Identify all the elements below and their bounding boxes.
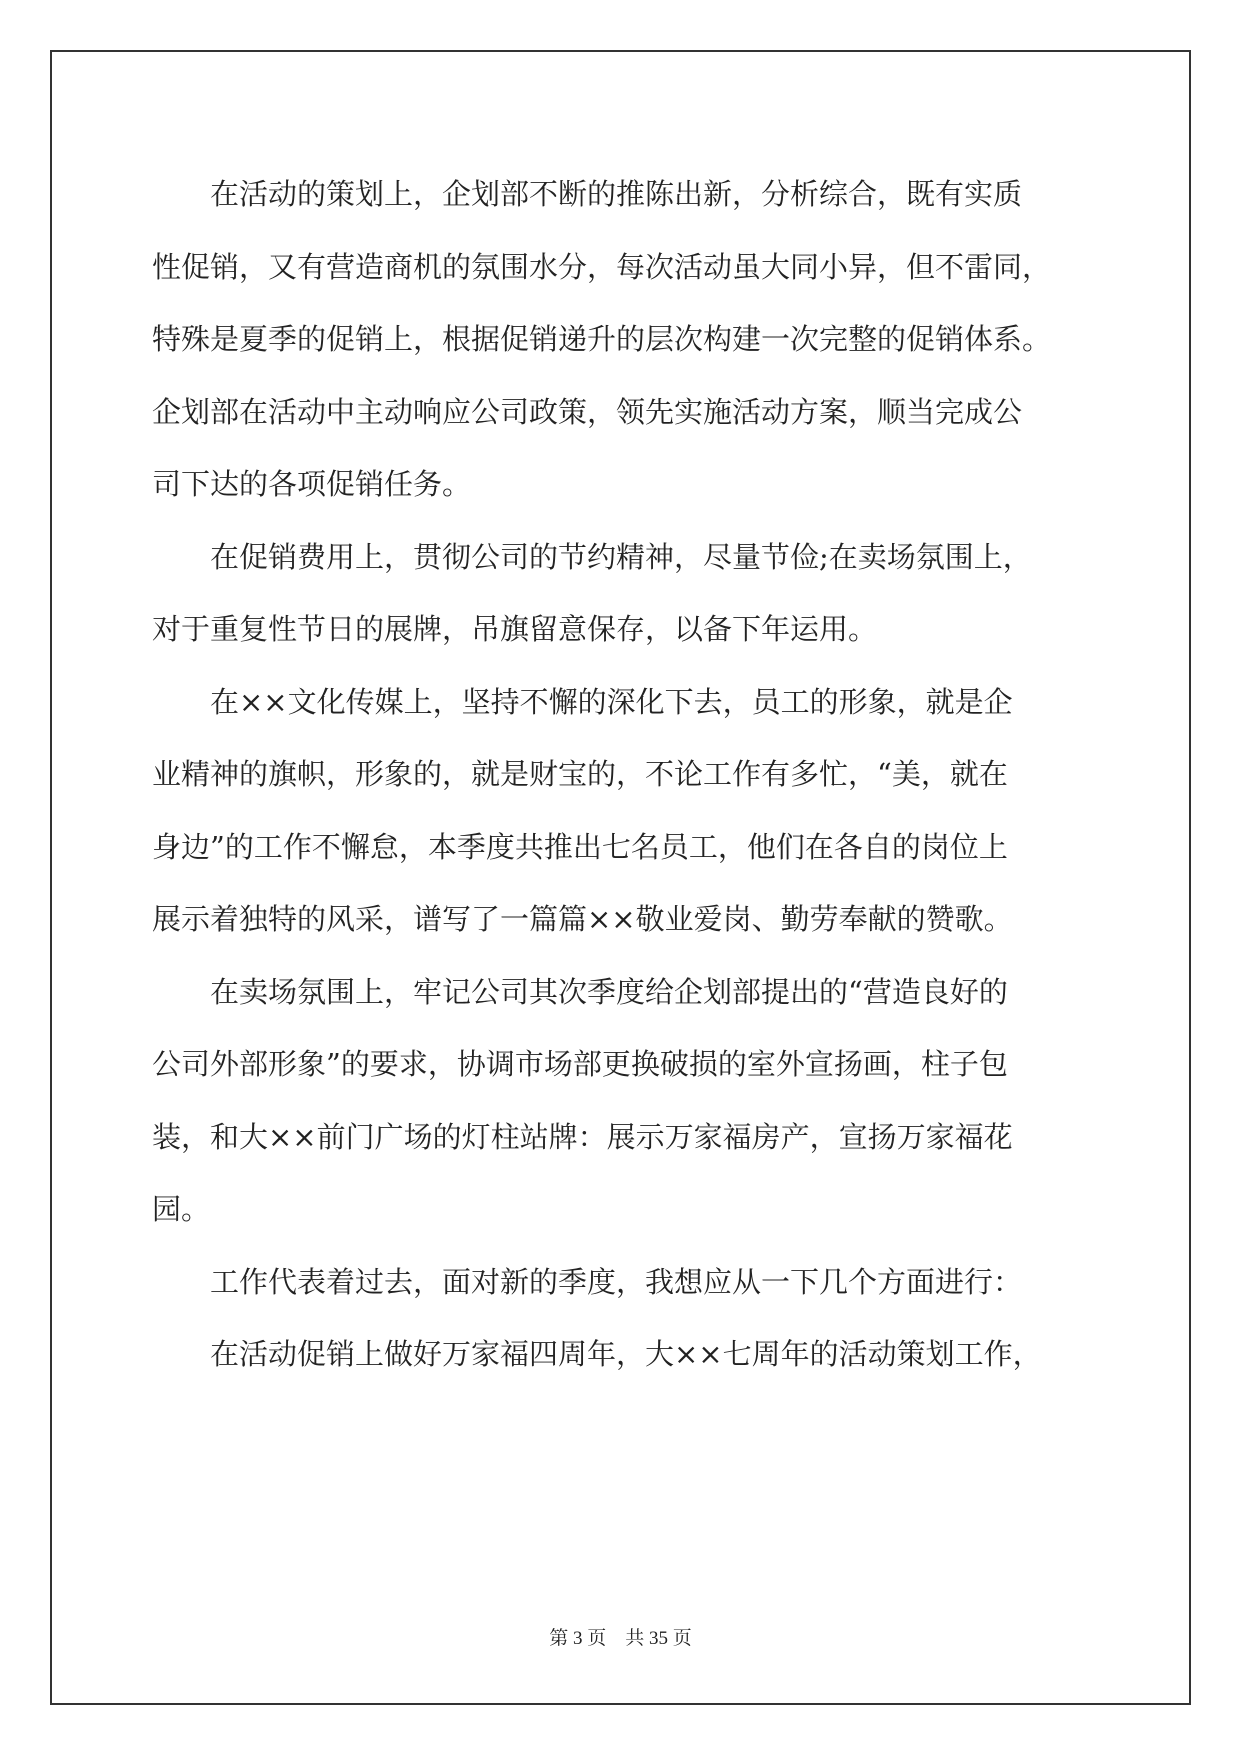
text-line: 特殊是夏季的促销上，根据促销递升的层次构建一次完整的促销体系。 [152, 322, 1052, 356]
text-line: 在活动的策划上，企划部不断的推陈出新，分析综合，既有实质 [152, 177, 1023, 211]
text-line: 企划部在活动中主动响应公司政策，领先实施活动方案，顺当完成公 [152, 394, 1023, 429]
footer-spacer [606, 1628, 625, 1649]
text-line: 身边”的工作不懈怠，本季度共推出七名员工，他们在各自的岗位上 [152, 829, 1008, 864]
page-number: 第 3 页 [549, 1628, 607, 1649]
text-line: 司下达的各项促销任务。 [152, 467, 472, 501]
text-line: 园。 [152, 1192, 211, 1226]
text-line: 业精神的旗帜，形象的，就是财宝的，不论工作有多忙，“美，就在 [152, 757, 1008, 791]
text-line: 工作代表着过去，面对新的季度，我想应从一下几个方面进行： [152, 1264, 1023, 1299]
text-line: 在促销费用上，贯彻公司的节约精神，尽量节俭;在卖场氛围上， [152, 539, 1032, 574]
document-body [152, 158, 1092, 1391]
text-line: 公司外部形象”的要求，协调市场部更换破损的室外宣扬画，柱子包 [152, 1047, 1008, 1081]
text-line: 展示着独特的风采，谱写了一篇篇××敬业爱岗、勤劳奉献的赞歌。 [152, 902, 1013, 936]
text-line: 装，和大××前门广场的灯柱站牌：展示万家福房产，宣扬万家福花 [152, 1119, 1013, 1154]
text-line: 性促销，又有营造商机的氛围水分，每次活动虽大同小异，但不雷同， [152, 249, 1052, 284]
text-line: 对于重复性节日的展牌，吊旗留意保存，以备下年运用。 [152, 612, 878, 646]
text-line: 在卖场氛围上，牢记公司其次季度给企划部提出的“营造良好的 [152, 974, 1008, 1009]
text-line: 在××文化传媒上，坚持不懈的深化下去，员工的形象，就是企 [152, 684, 1013, 719]
page-total: 共 35 页 [625, 1628, 692, 1649]
page-footer [0, 1623, 1241, 1650]
text-line: 在活动促销上做好万家福四周年，大××七周年的活动策划工作， [152, 1337, 1042, 1371]
